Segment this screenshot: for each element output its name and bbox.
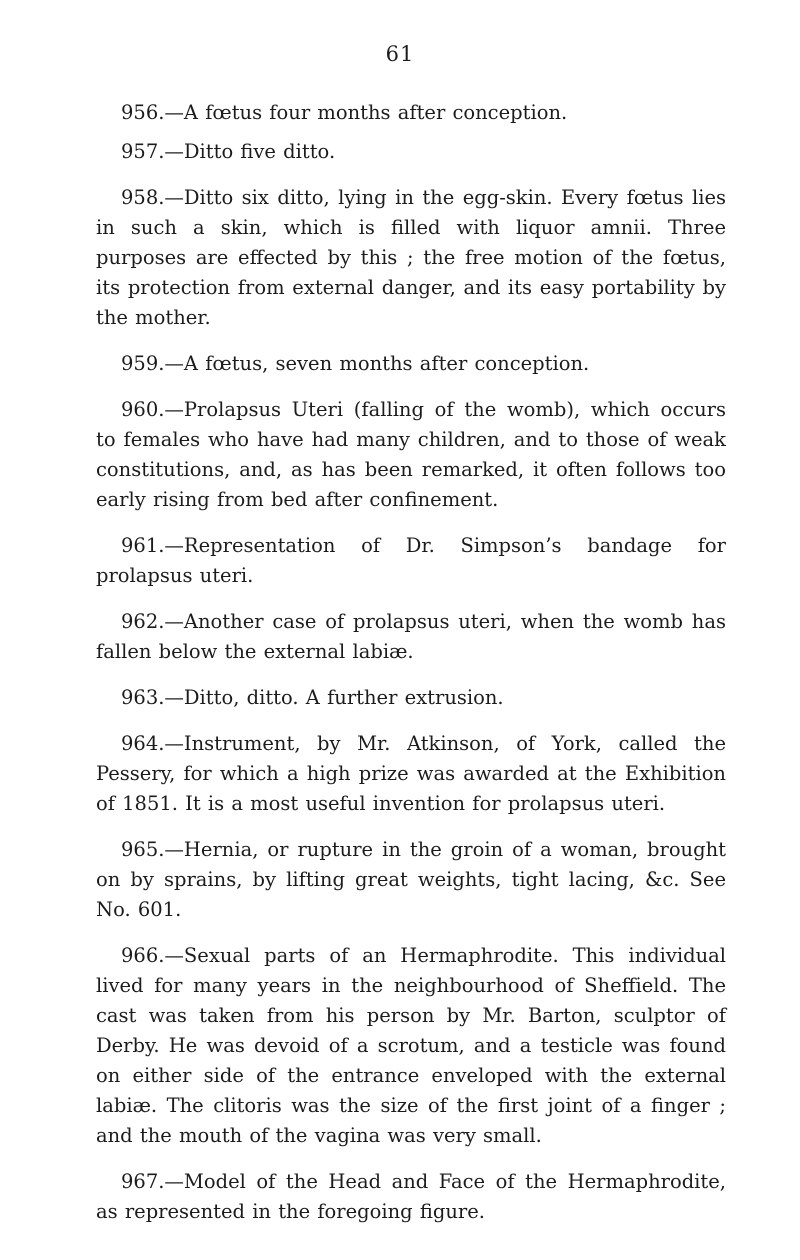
entry-960: 960.—Prolapsus Uteri (falling of the womb), which occurs to females who have had many children, and to those of weak constitutions, and, as has been remarked, it often follows too early rising from bed after confinement.	[96, 398, 726, 511]
entry-965: 965.—Hernia, or rupture in the groin of a woman, brought on by sprains, by lifting great weights, tight lacing, &c. See No. 601.	[96, 838, 726, 921]
entry-966: 966.—Sexual parts of an Hermaphrodite. This individual lived for many years in the neighbourhood of Sheffield. The cast was taken from his person by Mr. Barton, sculptor of Derby. He was devoid of a scrotum, and a testicle was found on either side of the entrance enveloped with the external labiæ. The clitoris was the size of the first joint of a finger ; and the mouth of the vagina was very small.	[96, 944, 726, 1147]
page-number: 61	[385, 42, 415, 66]
catalogue-entries	[96, 98, 726, 1227]
entry-957: 957.—Ditto five ditto.	[121, 140, 336, 163]
entry-959: 959.—A fœtus, seven months after conception.	[121, 352, 590, 375]
entry-961: 961.—Representation of Dr. Simpson’s bandage for prolapsus uteri.	[96, 534, 726, 587]
entry-962: 962.—Another case of prolapsus uteri, when the womb has fallen below the external labiæ.	[96, 610, 726, 663]
entry-956: 956.—A fœtus four months after conception.	[121, 101, 568, 124]
entry-958: 958.—Ditto six ditto, lying in the egg-skin. Every fœtus lies in such a skin, which is filled with liquor amnii. Three purposes are effected by this ; the free motion of the fœtus, its protection from external danger, and its easy portability by the mother.	[96, 186, 726, 329]
entry-963: 963.—Ditto, ditto. A further extrusion.	[121, 686, 504, 709]
entry-964: 964.—Instrument, by Mr. Atkinson, of York, called the Pessery, for which a high prize was awarded at the Exhibition of 1851. It is a most useful invention for prolapsus uteri.	[96, 732, 726, 815]
entry-967: 967.—Model of the Head and Face of the Hermaphrodite, as represented in the foregoing figure.	[96, 1170, 726, 1223]
